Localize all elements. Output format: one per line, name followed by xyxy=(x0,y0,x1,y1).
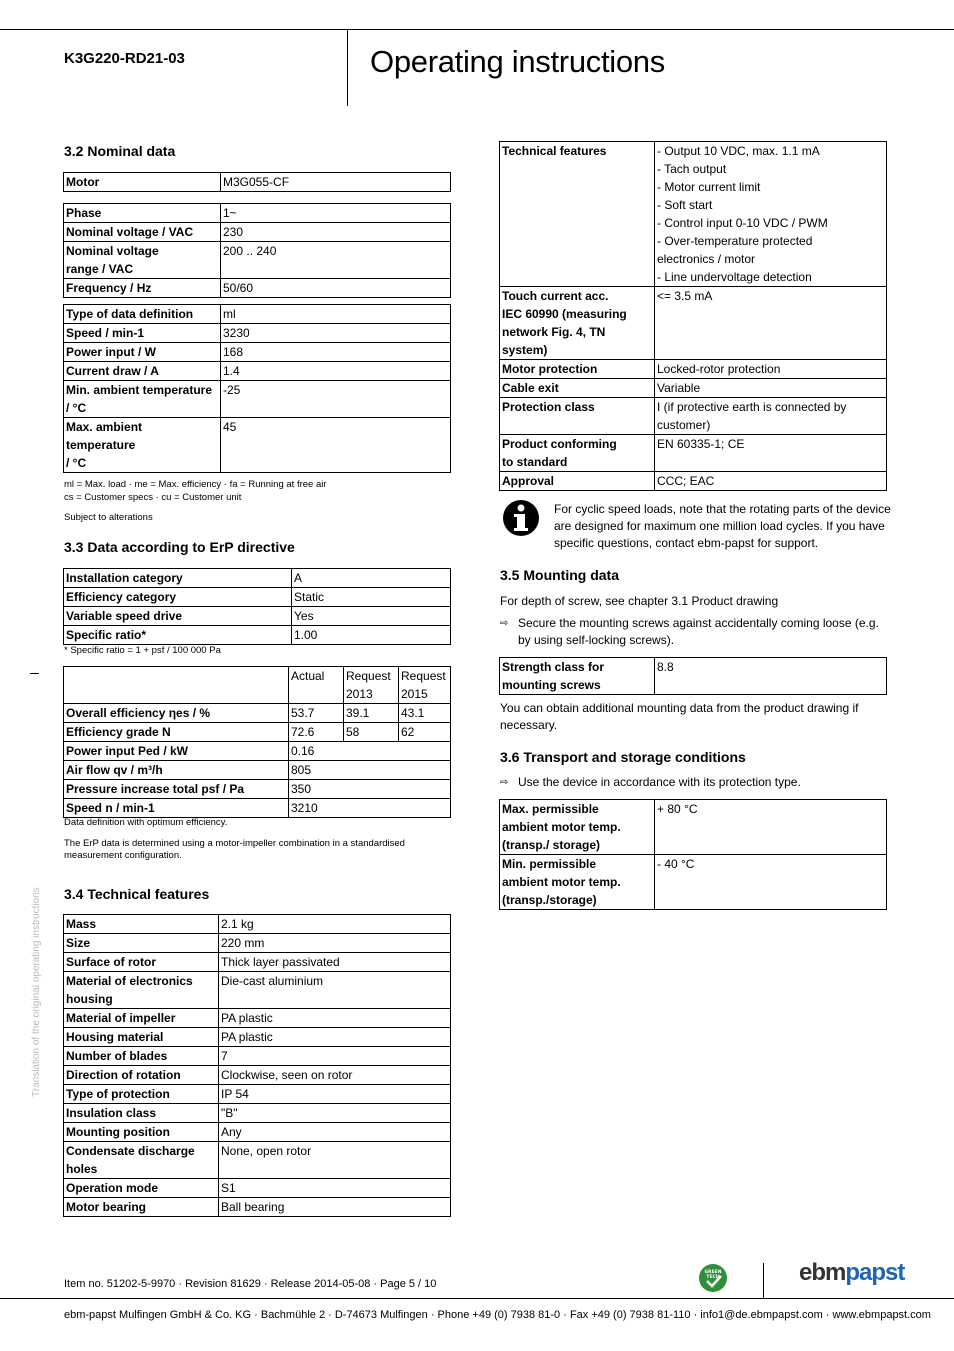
row-value: IP 54 xyxy=(219,1085,451,1104)
row-label: Material of impeller xyxy=(64,1009,219,1028)
row-label: Max. permissible ambient motor temp. (transp./ storage) xyxy=(500,800,655,855)
info-icon xyxy=(500,499,542,537)
row-value: CCC; EAC xyxy=(655,472,887,491)
table-row xyxy=(500,855,887,910)
row-label: Material of electronics housing xyxy=(64,972,219,1009)
table-row xyxy=(64,1066,451,1085)
row-value: - 40 °C xyxy=(655,855,887,910)
row-label: Nominal voltage / VAC xyxy=(64,223,221,242)
mounting-intro: For depth of screw, see chapter 3.1 Product drawing xyxy=(500,594,779,608)
row-value: 350 xyxy=(289,780,451,799)
row-value: Locked-rotor protection xyxy=(655,360,887,379)
table-header-row xyxy=(64,667,451,704)
footer-rule xyxy=(0,1298,954,1299)
arrow-icon: ⇨ xyxy=(500,777,509,788)
table-row xyxy=(64,362,451,381)
row-label: Number of blades xyxy=(64,1047,219,1066)
row-value: 805 xyxy=(289,761,451,780)
row-label: Air flow qv / m³/h xyxy=(64,761,289,780)
mounting-bullet xyxy=(500,615,890,651)
row-label: Product conforming to standard xyxy=(500,435,655,472)
row-value: Ball bearing xyxy=(219,1198,451,1217)
row-label: Efficiency category xyxy=(64,588,292,607)
row-value: 58 xyxy=(344,723,399,742)
table-row xyxy=(500,360,887,379)
table-row xyxy=(500,287,887,360)
row-label: Size xyxy=(64,934,219,953)
mounting-after-text: You can obtain additional mounting data from the product drawing if necessary. xyxy=(500,701,859,732)
row-value: 1~ xyxy=(221,204,451,223)
row-label: Motor protection xyxy=(500,360,655,379)
row-value: - Output 10 VDC, max. 1.1 mA - Tach output - Motor current limit - Soft start - Control input 0-10 VDC / PWM - Over-temperature protected electronics / motor - Line undervoltage detection xyxy=(655,142,887,287)
column-header: Actual xyxy=(289,667,344,704)
column-header: Request 2015 xyxy=(399,667,451,704)
mounting-table xyxy=(499,657,887,695)
table-row xyxy=(64,569,451,588)
table-row xyxy=(64,799,451,818)
transport-bullet-text: Use the device in accordance with its protection type. xyxy=(518,775,801,789)
heading-transport-storage: 3.6 Transport and storage conditions xyxy=(500,749,746,765)
erp-note-2: The ErP data is determined using a motor-impeller combination in a standardised measurement configuration. xyxy=(64,838,405,861)
table-row xyxy=(64,173,451,192)
row-value: 220 mm xyxy=(219,934,451,953)
table-row xyxy=(64,780,451,799)
table-row xyxy=(64,972,451,1009)
table-row xyxy=(64,723,451,742)
table-row xyxy=(500,379,887,398)
row-value: Any xyxy=(219,1123,451,1142)
row-label: Overall efficiency ηes / % xyxy=(64,704,289,723)
table-row xyxy=(500,658,887,695)
row-value: 8.8 xyxy=(655,658,887,695)
row-label: Efficiency grade N xyxy=(64,723,289,742)
table-row xyxy=(64,934,451,953)
header-rule xyxy=(0,29,954,30)
table-row xyxy=(500,435,887,472)
table-row xyxy=(64,761,451,780)
row-label: Current draw / A xyxy=(64,362,221,381)
row-label: Min. permissible ambient motor temp. (transp./storage) xyxy=(500,855,655,910)
technical-features-table-2 xyxy=(499,141,887,491)
table-row xyxy=(64,1009,451,1028)
row-label: Nominal voltage range / VAC xyxy=(64,242,221,279)
erp-efficiency-table xyxy=(63,666,451,818)
row-value: 2.1 kg xyxy=(219,915,451,934)
row-label: Type of protection xyxy=(64,1085,219,1104)
legend-note-1: ml = Max. load · me = Max. efficiency · fa = Running at free air xyxy=(64,479,327,490)
row-label: Motor bearing xyxy=(64,1198,219,1217)
table-row xyxy=(500,142,887,287)
table-row xyxy=(500,472,887,491)
table-row xyxy=(64,1123,451,1142)
erp-category-table xyxy=(63,568,451,645)
row-value: 230 xyxy=(221,223,451,242)
row-value: 72.6 xyxy=(289,723,344,742)
specific-ratio-note: * Specific ratio = 1 + psf / 100 000 Pa xyxy=(64,645,221,656)
row-label: Max. ambient temperature / °C xyxy=(64,418,221,473)
row-value: "B" xyxy=(219,1104,451,1123)
table-row xyxy=(64,1198,451,1217)
table-row xyxy=(500,398,887,435)
row-label: Power input Ped / kW xyxy=(64,742,289,761)
row-value: 62 xyxy=(399,723,451,742)
row-value: M3G055-CF xyxy=(221,173,451,192)
mounting-bullet-text: Secure the mounting screws against accidentally coming loose (e.g. by using self-locking screws). xyxy=(518,616,879,647)
heading-mounting-data: 3.5 Mounting data xyxy=(500,567,619,583)
table-row xyxy=(64,704,451,723)
row-value: 39.1 xyxy=(344,704,399,723)
svg-text:GREEN: GREEN xyxy=(704,1270,722,1275)
row-value: Die-cast aluminium xyxy=(219,972,451,1009)
row-label: Technical features xyxy=(500,142,655,287)
row-value: None, open rotor xyxy=(219,1142,451,1179)
heading-erp: 3.3 Data according to ErP directive xyxy=(64,539,295,555)
row-value: PA plastic xyxy=(219,1028,451,1047)
row-label: Approval xyxy=(500,472,655,491)
transport-bullet xyxy=(500,774,890,792)
row-label: Phase xyxy=(64,204,221,223)
table-row xyxy=(64,626,451,645)
table-row xyxy=(64,1142,451,1179)
footer-address: ebm-papst Mulfingen GmbH & Co. KG · Bachmühle 2 · D-74673 Mulfingen · Phone +49 (0) 7938 81-0 · Fax +49 (0) 7938 81-110 · info1@de.ebmpapst.com · www.ebmpapst.com xyxy=(64,1309,931,1321)
row-value: A xyxy=(292,569,451,588)
margin-mark xyxy=(30,673,39,674)
table-row xyxy=(64,1047,451,1066)
heading-technical-features: 3.4 Technical features xyxy=(64,886,210,902)
row-label: Condensate discharge holes xyxy=(64,1142,219,1179)
row-label: Touch current acc. IEC 60990 (measuring network Fig. 4, TN system) xyxy=(500,287,655,360)
row-value: 200 .. 240 xyxy=(221,242,451,279)
row-value: 0.16 xyxy=(289,742,451,761)
model-number: K3G220-RD21-03 xyxy=(64,50,185,67)
table-row xyxy=(64,588,451,607)
row-label: Motor xyxy=(64,173,221,192)
row-label: Direction of rotation xyxy=(64,1066,219,1085)
info-text: For cyclic speed loads, note that the rotating parts of the device are designed for maximum one million load cycles. If you have specific questions, contact ebm-papst for support. xyxy=(554,502,891,550)
row-label: Speed / min-1 xyxy=(64,324,221,343)
table-row xyxy=(64,418,451,473)
row-value: 45 xyxy=(221,418,451,473)
table-row xyxy=(64,279,451,298)
row-value: Clockwise, seen on rotor xyxy=(219,1066,451,1085)
row-label: Operation mode xyxy=(64,1179,219,1198)
column-header xyxy=(64,667,289,704)
row-value: Variable xyxy=(655,379,887,398)
erp-note-1: Data definition with optimum efficiency. xyxy=(64,817,228,828)
legend-note-2: cs = Customer specs · cu = Customer unit xyxy=(64,492,242,503)
row-value: Thick layer passivated xyxy=(219,953,451,972)
table-row xyxy=(500,800,887,855)
row-value: EN 60335-1; CE xyxy=(655,435,887,472)
table-row xyxy=(64,343,451,362)
ebmpapst-logo: ebmpapst xyxy=(799,1259,905,1286)
row-value: 3210 xyxy=(289,799,451,818)
row-label: Protection class xyxy=(500,398,655,435)
row-value: ml xyxy=(221,305,451,324)
heading-nominal-data: 3.2 Nominal data xyxy=(64,143,176,159)
column-header: Request 2013 xyxy=(344,667,399,704)
table-row xyxy=(64,381,451,418)
table-row xyxy=(64,242,451,279)
row-value: 43.1 xyxy=(399,704,451,723)
table-row xyxy=(64,915,451,934)
row-label: Mass xyxy=(64,915,219,934)
table-row xyxy=(64,324,451,343)
table-row xyxy=(64,742,451,761)
table-row xyxy=(64,305,451,324)
row-label: Installation category xyxy=(64,569,292,588)
row-label: Specific ratio* xyxy=(64,626,292,645)
alterations-note: Subject to alterations xyxy=(64,512,153,523)
green-tech-badge-icon xyxy=(698,1263,728,1293)
row-value: PA plastic xyxy=(219,1009,451,1028)
row-label: Surface of rotor xyxy=(64,953,219,972)
row-value: 1.00 xyxy=(292,626,451,645)
svg-text:TECH: TECH xyxy=(706,1275,720,1280)
document-title: Operating instructions xyxy=(370,44,665,79)
row-value: Static xyxy=(292,588,451,607)
phase-table xyxy=(63,203,451,298)
row-value: I (if protective earth is connected by customer) xyxy=(655,398,887,435)
motor-table xyxy=(63,172,451,192)
table-row xyxy=(64,1104,451,1123)
row-label: Mounting position xyxy=(64,1123,219,1142)
table-row xyxy=(64,607,451,626)
row-value: 53.7 xyxy=(289,704,344,723)
row-label: Type of data definition xyxy=(64,305,221,324)
row-value: + 80 °C xyxy=(655,800,887,855)
row-label: Power input / W xyxy=(64,343,221,362)
table-row xyxy=(64,1028,451,1047)
row-value: 168 xyxy=(221,343,451,362)
row-label: Cable exit xyxy=(500,379,655,398)
row-label: Min. ambient temperature / °C xyxy=(64,381,221,418)
table-row xyxy=(64,1085,451,1104)
row-value: S1 xyxy=(219,1179,451,1198)
row-label: Housing material xyxy=(64,1028,219,1047)
table-row xyxy=(64,223,451,242)
row-value: 50/60 xyxy=(221,279,451,298)
row-label: Variable speed drive xyxy=(64,607,292,626)
row-value: -25 xyxy=(221,381,451,418)
row-value: 3230 xyxy=(221,324,451,343)
footer-item-info: Item no. 51202-5-9970 · Revision 81629 · Release 2014-05-08 · Page 5 / 10 xyxy=(64,1278,437,1290)
table-row xyxy=(64,204,451,223)
nominal-data-table xyxy=(63,304,451,473)
row-value: 1.4 xyxy=(221,362,451,381)
row-label: Frequency / Hz xyxy=(64,279,221,298)
row-value: 7 xyxy=(219,1047,451,1066)
row-label: Strength class for mounting screws xyxy=(500,658,655,695)
transport-table xyxy=(499,799,887,910)
arrow-icon: ⇨ xyxy=(500,618,509,629)
table-row xyxy=(64,1179,451,1198)
logo-separator xyxy=(763,1263,764,1299)
translation-side-text: Translation of the original operating instructions xyxy=(31,887,42,1097)
technical-features-table xyxy=(63,914,451,1217)
row-label: Speed n / min-1 xyxy=(64,799,289,818)
row-value: Yes xyxy=(292,607,451,626)
row-label: Pressure increase total psf / Pa xyxy=(64,780,289,799)
table-row xyxy=(64,953,451,972)
row-value: <= 3.5 mA xyxy=(655,287,887,360)
header-separator xyxy=(347,30,348,106)
row-label: Insulation class xyxy=(64,1104,219,1123)
